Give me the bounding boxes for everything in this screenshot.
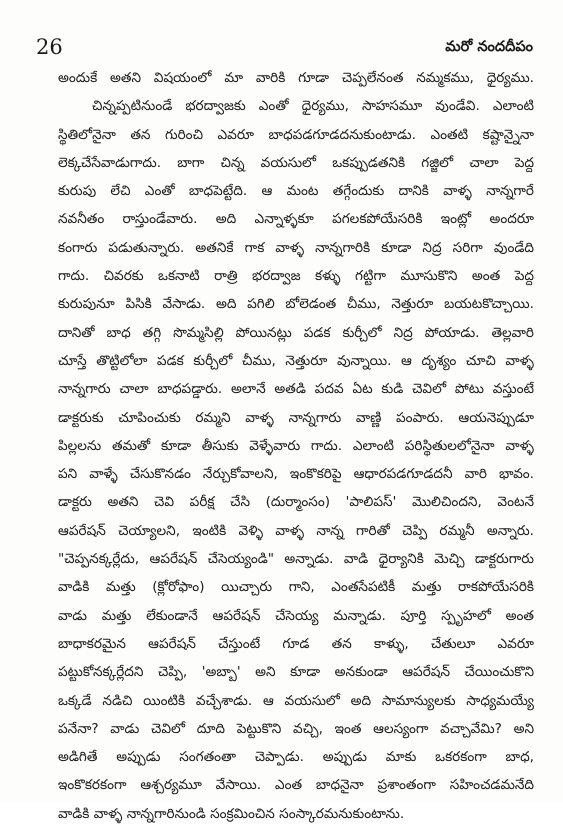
text-line: వాడికి మత్తు (క్లోరోఫాం) యిచ్చారు గాని, ఎంతసేపటికీ మత్తు రాకపోయేసరికి [58,579,534,596]
text-line: పనేనా? వాడు చెవిలో దూది పెట్టుకొని వచ్చి, ఇంత ఆలస్యంగా వచ్చావేమి? అని [58,720,534,737]
text-line: పిల్లలను తమతో కూడా తీసుకు వెళ్ళేవారు గాదు. ఎలాంటి పరిస్థితులలోనైనా వాళ్ళ [58,437,534,454]
text-line: లెక్కచేసేవాడుగాదు. బాగా చిన్న వయసులో ఒకప్పుడతనికి గజ్జిలో చాలా పెద్ద [58,154,534,171]
text-line: నాన్నగారు చాలా బాధపడ్డారు. అలానే అతడి పదవ ఏట కుడి చెవిలో పోటు వస్తుంటే [58,381,534,398]
text-line: స్థితిలోనైనా తన గురించి ఎవరూ బాధపడగూడదనుకుంటాడు. ఎంతటి కష్టాన్నైనా [58,126,534,143]
text-line: నవనీతం రాస్తుండేవారు. అది ఎన్నాళ్ళకూ పగలకపోయేసరికి ఇంట్లో అందరూ [58,211,534,228]
text-line: కురుపు లేచి ఎంతో బాధపెట్టేది. ఆ మంట తగ్గేందుకు దానికి వాళ్ళ నాన్నగారే [58,183,534,200]
text-line: డాక్టరు అతని చెవి పరీక్ష చేసి (దుర్మాంసం) 'పాలిపస్' మొలిచిందని, వెంటనే [58,494,534,511]
text-line: అడిగితే అప్పుడు సంగతంతా చెప్పాడు. అప్పుడు మాకు ఒకరకంగా బాధ, [58,749,534,766]
text-line: ఒక్కడే నడిచి యింటికి వచ్చేశాడు. ఆ వయసులో అది సామాన్యులకు సాధ్యమయ్యే [58,692,534,709]
text-line: కురుపునూ పిసికి వేసాడు. అది పగిలి బోలెడంత చీము, నెత్తురూ బయటకొచ్చాయి. [58,296,534,313]
text-line: కంగారు పడుతున్నారు. అతనికే గాక వాళ్ళ నాన్నగారికి కూడా నిద్ర సరిగా వుండేది [58,239,534,256]
text-line: వాడు మత్తు లేకుండానే ఆపరేషన్ చేసెయ్య మన్నాడు. పూర్తి స్పృహలో అంత [58,607,534,624]
page-header [36,34,533,64]
text-line: బాధాకరమైన ఆపరేషన్ చేస్తుంటే గూడ తన కాళ్ళు, చేతులూ ఎవరూ [58,635,534,652]
page-number: 26 [36,35,63,59]
text-line: చూస్తే తొట్టిలోలా పడక కుర్చీలో చీము, నెత్తురూ వున్నాయి. ఆ దృశ్యం చూచి వాళ్ళ [58,352,534,369]
text-line: గాదు. చివరకు ఒకనాటి రాత్రి భరద్వాజ కళ్ళు గట్టిగా మూసుకొని అంత పెద్ద [58,268,534,285]
text-line: ఆపరేషన్ చెయ్యాలని, ఇంటికి వెళ్ళి వాళ్ళ నాన్న గారితో చెప్పి రమ్మనీ అన్నారు. [58,522,534,539]
body-text [58,64,534,828]
text-line: ఇంకొకరకంగా ఆశ్చర్యమూ వేసాయి. ఎంత బాధనైనా ప్రశాంతంగా సహించడమనేది [58,777,534,794]
text-line: అందుకే అతని విషయంలో మా వారికి గూడా చెప్పలేనంత నమ్మకము, ధైర్యము. [58,70,534,86]
paragraph-last-line: వాడికి వాళ్ళ నాన్నగారినుండి సంక్రమించిన సంస్కారమనుకుంటాను. [58,805,405,822]
text-line: పని వాళ్ళే చేసుకొనడం నేర్చుకోవాలని, ఇంకొకరిపై ఆధారపడగూడదనీ వారి భావం. [58,466,534,483]
text-line: డాక్టరుకు చూపించుకు రమ్మని వాళ్ళ నాన్నగారు వాణ్ణి పంపారు. ఆయనెప్పుడూ [58,409,534,426]
text-line: దానితో బాధ తగ్గి సొమ్మసిల్లి పోయినట్లు పడక కుర్చీలో నిద్ర పోయాడు. తెల్లవారి [58,324,534,341]
running-title: మరో నందదీపం [445,39,533,55]
text-line: పట్టుకోనక్కర్లేదని చెప్పి, 'అబ్బా' అని కూడా అనకుండా ఆపరేషన్ చేయించుకొని [58,664,534,681]
text-line: "చెప్పనక్కర్లేదు, ఆపరేషన్ చేసెయ్యండి" అన్నాడు. వాడి ధైర్యానికి మెచ్చి డాక్టరుగారు [58,551,534,568]
paragraph-first-line: చిన్నప్పటినుండే భరద్వాజకు ఎంతో ధైర్యము, సాహసమూ వుండేవి. ఎలాంటి [92,98,534,115]
